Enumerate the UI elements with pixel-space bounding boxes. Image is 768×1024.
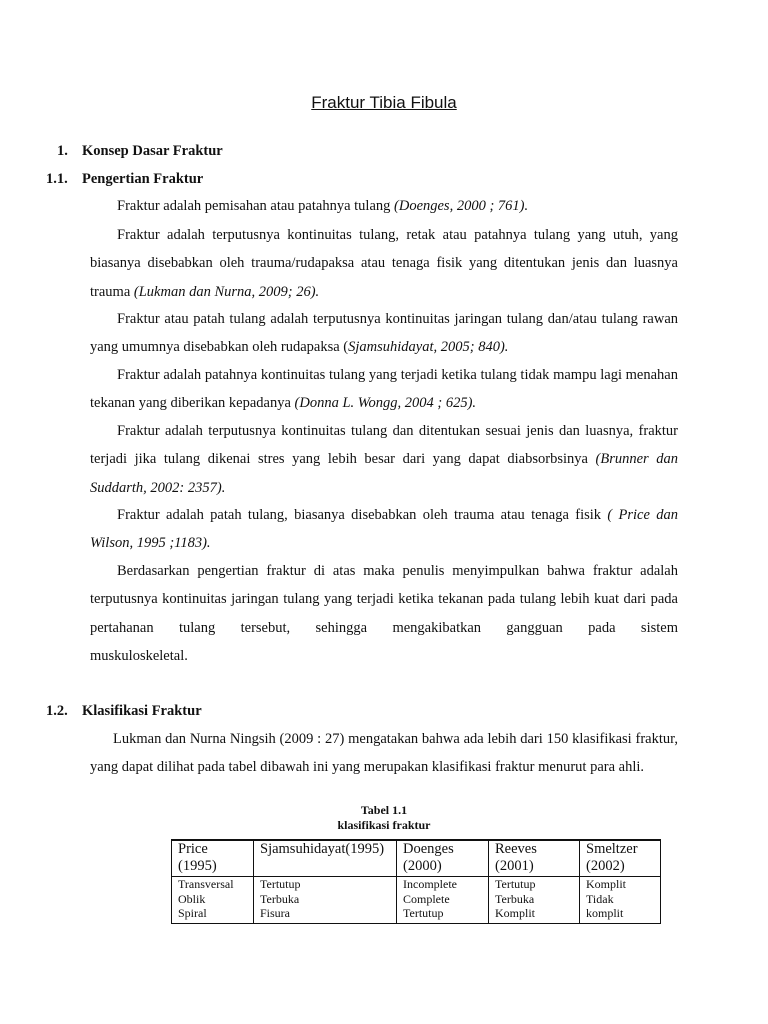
- paragraph-5: [90, 417, 678, 502]
- table-cell: [172, 877, 254, 924]
- paragraph-text: Lukman dan Nurna Ningsih (2009 : 27) mengatakan bahwa ada lebih dari 150 klasifikasi fraktur, yang dapat dilihat pada tabel dibawah ini yang merupakan klasifikasi fraktur menurut para ahli.: [90, 731, 678, 776]
- header-line: (2000): [403, 858, 442, 874]
- cell-line: Oblik: [178, 891, 206, 906]
- table-caption-title: klasifikasi fraktur: [337, 818, 431, 832]
- page-title: Fraktur Tibia Fibula: [311, 93, 457, 112]
- cell-line: Tidak: [586, 891, 614, 906]
- heading-section-1-1: [46, 171, 203, 188]
- table-row: [172, 877, 661, 924]
- heading-label: Pengertian Fraktur: [82, 171, 204, 187]
- paragraph-text: Fraktur adalah patahnya kontinuitas tulang yang terjadi ketika tulang tidak mampu lagi menahan tekanan yang diberikan kepadanya: [90, 367, 678, 412]
- paragraph-7: [90, 557, 678, 642]
- paragraph-7-continued: [90, 642, 678, 670]
- citation: ( Price dan Wilson, 1995 ;1183).: [90, 507, 678, 552]
- header-line: (2001): [495, 858, 534, 874]
- heading-section-1-2: [46, 703, 202, 720]
- cell-line: Complete: [403, 891, 450, 906]
- heading-number: 1.1.: [46, 171, 68, 187]
- table-header-cell: [254, 840, 397, 877]
- paragraph-text: Fraktur adalah patah tulang, biasanya disebabkan oleh trauma atau tenaga fisik: [117, 507, 608, 523]
- cell-line: Transversal: [178, 877, 234, 891]
- table-cell: [580, 877, 661, 924]
- paragraph-6: [90, 501, 678, 558]
- table-header-cell: [172, 840, 254, 877]
- citation: (Brunner dan Suddarth, 2002: 2357).: [90, 451, 678, 496]
- header-line: Doenges: [403, 841, 454, 857]
- paragraph-1: [90, 192, 678, 220]
- table-header-cell: [397, 840, 489, 877]
- paragraph-klasifikasi: [90, 725, 678, 782]
- classification-table: [171, 839, 661, 924]
- cell-line: Incomplete: [403, 877, 457, 891]
- table-header-row: [172, 840, 661, 877]
- table-header-cell: [580, 840, 661, 877]
- header-line: (1995): [178, 858, 217, 874]
- cell-line: Tertutup: [495, 877, 536, 891]
- table-cell: [489, 877, 580, 924]
- header-line: Price: [178, 841, 208, 857]
- header-line: Sjamsuhidayat(1995): [260, 841, 385, 857]
- table-header-cell: [489, 840, 580, 877]
- cell-line: Terbuka: [260, 891, 300, 906]
- paragraph-4: [90, 361, 678, 418]
- citation: (Donna L. Wongg, 2004 ; 625).: [294, 395, 477, 412]
- cell-line: komplit: [586, 906, 624, 920]
- paragraph-2: [90, 221, 678, 306]
- citation: (Doenges, 2000 ; 761).: [394, 198, 529, 214]
- table-caption-number: Tabel 1.1: [360, 803, 408, 817]
- heading-number: 1.2.: [46, 703, 68, 719]
- header-line: Reeves: [495, 841, 537, 857]
- heading-label: Klasifikasi Fraktur: [82, 703, 202, 719]
- heading-label: Konsep Dasar Fraktur: [82, 143, 223, 159]
- citation: (Lukman dan Nurna, 2009; 26).: [133, 283, 320, 300]
- paragraph-text: Fraktur adalah terputusnya kontinuitas tulang, retak atau patahnya tulang yang utuh, yang biasanya disebabkan oleh trauma/rudapaksa atau tenaga fisik yang ditentukan jenis dan luasnya trauma: [90, 227, 678, 300]
- paragraph-text: Fraktur adalah pemisahan atau patahnya tulang: [117, 198, 395, 214]
- heading-section-1: [57, 143, 223, 160]
- header-line: (2002): [586, 858, 625, 874]
- paragraph-text: muskuloskeletal.: [90, 648, 188, 664]
- cell-line: Tertutup: [260, 877, 301, 891]
- heading-number: 1.: [57, 143, 68, 159]
- cell-line: Terbuka: [495, 891, 535, 906]
- cell-line: Spiral: [178, 906, 207, 920]
- header-line: Smeltzer: [586, 841, 638, 857]
- paragraph-text: Fraktur adalah terputusnya kontinuitas tulang dan ditentukan sesuai jenis dan luasnya, fraktur terjadi jika tulang dikenai stres yang lebih besar dari yang dapat diabsorbsinya: [90, 423, 678, 468]
- paragraph-3: [90, 305, 678, 362]
- cell-line: Fisura: [260, 906, 290, 920]
- paragraph-text: Fraktur atau patah tulang adalah terputusnya kontinuitas jaringan tulang dan/atau tulang rawan yang umumnya disebabkan oleh rudapaksa (: [90, 311, 678, 356]
- cell-line: Komplit: [495, 906, 536, 920]
- cell-line: Tertutup: [403, 906, 444, 920]
- cell-line: Komplit: [586, 877, 627, 891]
- table-cell: [254, 877, 397, 924]
- table-cell: [397, 877, 489, 924]
- citation: Sjamsuhidayat, 2005; 840).: [348, 339, 509, 356]
- paragraph-text: Berdasarkan pengertian fraktur di atas maka penulis menyimpulkan bahwa fraktur adalah terputusnya kontinuitas jaringan tulang yang terjadi ketika tekanan pada tulang lebih kuat dari pada pertahanan tulang tersebut, sehingga mengakibatkan gangguan pada sistem: [90, 563, 678, 636]
